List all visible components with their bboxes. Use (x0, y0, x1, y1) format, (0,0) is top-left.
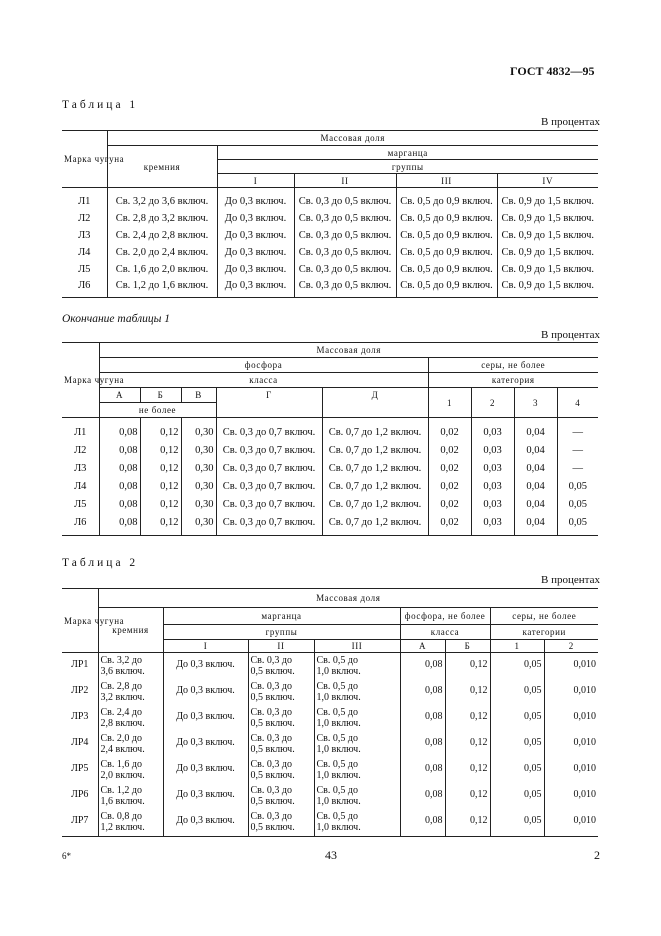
cell: Св. 0,9 до 1,5 включ. (497, 261, 598, 278)
cell: 0,12 (140, 496, 181, 514)
cell-line: 0,5 включ. (250, 717, 295, 729)
grade-cell: Л2 (62, 210, 107, 227)
group-header: III (396, 174, 497, 188)
class-header: А (99, 388, 140, 403)
table-row (62, 227, 598, 244)
cell: 0,30 (181, 478, 216, 496)
table-row (62, 478, 598, 496)
cell: До 0,3 включ. (163, 705, 248, 731)
cell (98, 679, 163, 705)
group-header: IV (497, 174, 598, 188)
cell-line: Св. 0,5 до (316, 732, 358, 744)
cell-line: 1,0 включ. (316, 743, 361, 755)
table-1-end (62, 342, 598, 536)
not-more-header: не более (99, 403, 216, 418)
cell-line: Св. 0,3 до (250, 680, 292, 692)
cell-line: 1,0 включ. (316, 691, 361, 703)
cell: 0,08 (99, 496, 140, 514)
cell: 0,04 (514, 496, 557, 514)
table-row (62, 418, 598, 442)
table-row (62, 188, 598, 210)
cell (98, 783, 163, 809)
col-class-header: класса (400, 625, 490, 640)
col-category-header: категории (490, 625, 598, 640)
class-header: Г (216, 388, 322, 418)
cell: 0,08 (400, 757, 445, 783)
cell (314, 783, 400, 809)
cell: 0,08 (400, 653, 445, 679)
cell: 0,30 (181, 514, 216, 536)
cell: 0,02 (428, 478, 471, 496)
cell-line: Св. 2,4 до (100, 706, 142, 718)
cell (248, 809, 314, 837)
cell: 0,05 (490, 705, 544, 731)
cell (248, 679, 314, 705)
cell: 0,08 (99, 418, 140, 442)
cell: Св. 0,3 до 0,7 включ. (216, 418, 322, 442)
col-phosphorus-header: фосфора, не более (400, 608, 490, 625)
cell (248, 783, 314, 809)
class-header: Д (322, 388, 428, 418)
cell-line: Св. 0,5 до (316, 706, 358, 718)
cell: 0,12 (140, 460, 181, 478)
cell-line: 1,2 включ. (100, 821, 145, 833)
cell-line: Св. 1,2 до (100, 784, 142, 796)
cell-line: 1,0 включ. (316, 666, 361, 677)
grade-cell: Л3 (62, 460, 99, 478)
table-row (62, 278, 598, 298)
col-mass-header: Массовая доля (98, 589, 598, 608)
cell: Св. 0,3 до 0,5 включ. (294, 244, 396, 261)
cell-line: Св. 3,2 до (100, 655, 142, 666)
cell: Св. 2,4 до 2,8 включ. (107, 227, 217, 244)
grade-cell: Л2 (62, 442, 99, 460)
table-1 (62, 130, 598, 298)
cell: Св. 0,9 до 1,5 включ. (497, 210, 598, 227)
cell-line: Св. 0,5 до (316, 655, 358, 666)
grade-cell: Л4 (62, 478, 99, 496)
cell-line: 3,2 включ. (100, 691, 145, 703)
cell-line: 1,0 включ. (316, 821, 361, 833)
cell: 0,05 (490, 653, 544, 679)
cell: 0,05 (490, 757, 544, 783)
cell (98, 731, 163, 757)
cell: Св. 0,3 до 0,7 включ. (216, 460, 322, 478)
cell (314, 705, 400, 731)
cell-line: 3,6 включ. (100, 666, 145, 677)
table-1-caption: Таблица 1 (62, 99, 139, 111)
cell (314, 731, 400, 757)
cell: Св. 0,3 до 0,5 включ. (294, 188, 396, 210)
cell: Св. 0,9 до 1,5 включ. (497, 244, 598, 261)
cell: 0,12 (445, 679, 490, 705)
cell: Св. 0,5 до 0,9 включ. (396, 227, 497, 244)
cell-line: Св. 0,8 до (100, 810, 142, 822)
table-2 (62, 588, 598, 837)
col-silicon-header: кремния (98, 608, 163, 653)
cell: 0,30 (181, 496, 216, 514)
cell: 0,010 (544, 705, 598, 731)
cell: 0,08 (99, 478, 140, 496)
page-number: 43 (325, 848, 337, 862)
cell: Св. 0,9 до 1,5 включ. (497, 278, 598, 298)
cell: Св. 0,5 до 0,9 включ. (396, 188, 497, 210)
cell (314, 679, 400, 705)
cell: До 0,3 включ. (217, 244, 294, 261)
cell: 0,12 (445, 783, 490, 809)
table-row (62, 244, 598, 261)
group-header: I (163, 640, 248, 653)
cell (98, 653, 163, 679)
cell: 0,02 (428, 418, 471, 442)
cell-line: Св. 0,5 до (316, 810, 358, 822)
cell-line: Св. 0,3 до (250, 655, 292, 666)
cell-line: Св. 0,3 до (250, 706, 292, 718)
cell: Св. 0,7 до 1,2 включ. (322, 460, 428, 478)
cell: 0,08 (99, 460, 140, 478)
category-header: 1 (490, 640, 544, 653)
col-manganese-header: марганца (217, 146, 598, 160)
cell: Св. 0,9 до 1,5 включ. (497, 188, 598, 210)
cell: 0,08 (400, 783, 445, 809)
cell: Св. 0,5 до 0,9 включ. (396, 278, 497, 298)
grade-cell: ЛР3 (62, 705, 98, 731)
cell-line: 2,0 включ. (100, 769, 145, 781)
cell-line: Св. 2,8 до (100, 680, 142, 692)
cell: До 0,3 включ. (217, 210, 294, 227)
cell: 0,30 (181, 418, 216, 442)
col-groups-header: группы (163, 625, 400, 640)
cell: 0,02 (428, 442, 471, 460)
cell: 0,05 (490, 679, 544, 705)
col-phosphorus-header: фосфора (99, 358, 428, 373)
cell-line: Св. 0,3 до (250, 784, 292, 796)
cell: Св. 0,7 до 1,2 включ. (322, 442, 428, 460)
col-grade-header: Марка чугуна (62, 589, 98, 653)
col-category-header: категория (428, 373, 598, 388)
cell: Св. 0,3 до 0,7 включ. (216, 496, 322, 514)
class-header: Б (445, 640, 490, 653)
cell: До 0,3 включ. (163, 653, 248, 679)
cell (98, 809, 163, 837)
cell: 0,12 (445, 731, 490, 757)
grade-cell: Л6 (62, 278, 107, 298)
cell (248, 731, 314, 757)
cell: Св. 1,2 до 1,6 включ. (107, 278, 217, 298)
cell (248, 757, 314, 783)
cell: 0,05 (557, 514, 598, 536)
cell: 0,12 (445, 653, 490, 679)
cell: 0,12 (445, 705, 490, 731)
cell: 0,03 (471, 478, 514, 496)
gost-number: ГОСТ 4832—95 (510, 64, 595, 78)
col-class-header: класса (99, 373, 428, 388)
cell-line: 1,0 включ. (316, 795, 361, 807)
cell: Св. 0,5 до 0,9 включ. (396, 244, 497, 261)
cell: 0,30 (181, 460, 216, 478)
cell: Св. 0,7 до 1,2 включ. (322, 418, 428, 442)
cell-line: 0,5 включ. (250, 821, 295, 833)
cell: 0,30 (181, 442, 216, 460)
grade-cell: Л4 (62, 244, 107, 261)
cell: Св. 0,5 до 0,9 включ. (396, 210, 497, 227)
cell: До 0,3 включ. (163, 783, 248, 809)
cell-line: Св. 0,5 до (316, 784, 358, 796)
cell-line: 1,0 включ. (316, 769, 361, 781)
grade-cell: ЛР2 (62, 679, 98, 705)
cell-line: Св. 0,5 до (316, 758, 358, 770)
grade-cell: ЛР1 (62, 653, 98, 679)
table-2-unit: В процентах (541, 574, 600, 586)
grade-cell: ЛР6 (62, 783, 98, 809)
cell-line: Св. 0,3 до (250, 732, 292, 744)
table-row (62, 705, 598, 731)
cell: 0,04 (514, 442, 557, 460)
col-sulfur-header: серы, не более (490, 608, 598, 625)
table-row (62, 653, 598, 679)
col-groups-header: группы (217, 160, 598, 174)
cell: Св. 0,3 до 0,7 включ. (216, 442, 322, 460)
cell: 0,12 (445, 809, 490, 837)
cell-line: Св. 0,3 до (250, 810, 292, 822)
cell: 0,010 (544, 809, 598, 837)
cell: 0,12 (140, 478, 181, 496)
grade-cell: ЛР4 (62, 731, 98, 757)
col-manganese-header: марганца (163, 608, 400, 625)
cell: 0,08 (99, 514, 140, 536)
cell: 0,04 (514, 460, 557, 478)
cell (98, 757, 163, 783)
category-header: 1 (428, 388, 471, 418)
cell: 0,03 (471, 514, 514, 536)
cell: 0,04 (514, 478, 557, 496)
cell: 0,08 (99, 442, 140, 460)
cell: 0,03 (471, 418, 514, 442)
grade-cell: Л5 (62, 261, 107, 278)
cell-line: 1,0 включ. (316, 717, 361, 729)
cell: — (557, 418, 598, 442)
cell: Св. 0,7 до 1,2 включ. (322, 496, 428, 514)
table-row (62, 809, 598, 837)
cell-line: 1,6 включ. (100, 795, 145, 807)
cell: 0,05 (490, 731, 544, 757)
cell: 0,02 (428, 514, 471, 536)
col-grade-header: Марка чугуна (62, 131, 107, 188)
cell: 0,010 (544, 757, 598, 783)
cell-line: 2,8 включ. (100, 717, 145, 729)
table-row (62, 496, 598, 514)
group-header: III (314, 640, 400, 653)
table-row (62, 261, 598, 278)
category-header: 4 (557, 388, 598, 418)
cell: 0,05 (557, 478, 598, 496)
table-row (62, 442, 598, 460)
col-mass-header: Массовая доля (107, 131, 598, 146)
cell: Св. 2,0 до 2,4 включ. (107, 244, 217, 261)
cell: 0,12 (445, 757, 490, 783)
cell: До 0,3 включ. (217, 227, 294, 244)
footer-signature-mark: 6* (62, 851, 71, 861)
table-1-unit: В процентах (541, 116, 600, 128)
table-row (62, 783, 598, 809)
cell-line: 0,5 включ. (250, 691, 295, 703)
cell: До 0,3 включ. (163, 731, 248, 757)
group-header: II (294, 174, 396, 188)
group-header: I (217, 174, 294, 188)
cell: Св. 0,7 до 1,2 включ. (322, 514, 428, 536)
cell: 0,12 (140, 418, 181, 442)
cell: До 0,3 включ. (217, 188, 294, 210)
cell (314, 757, 400, 783)
grade-cell: Л6 (62, 514, 99, 536)
cell: — (557, 442, 598, 460)
cell-line: Св. 1,6 до (100, 758, 142, 770)
cell: Св. 3,2 до 3,6 включ. (107, 188, 217, 210)
cell: Св. 0,3 до 0,7 включ. (216, 514, 322, 536)
cell-line: Св. 0,5 до (316, 680, 358, 692)
grade-cell: Л3 (62, 227, 107, 244)
cell-line: 0,5 включ. (250, 795, 295, 807)
grade-cell: ЛР5 (62, 757, 98, 783)
cell (98, 705, 163, 731)
cell: 0,05 (557, 496, 598, 514)
category-header: 3 (514, 388, 557, 418)
cell: 0,03 (471, 496, 514, 514)
col-mass-header: Массовая доля (99, 343, 598, 358)
cell: 0,05 (490, 809, 544, 837)
cell: Св. 0,5 до 0,9 включ. (396, 261, 497, 278)
cell: 0,010 (544, 731, 598, 757)
cell (314, 653, 400, 679)
cell: Св. 0,3 до 0,5 включ. (294, 261, 396, 278)
grade-cell: Л5 (62, 496, 99, 514)
cell: 0,08 (400, 731, 445, 757)
cell: Св. 0,3 до 0,5 включ. (294, 278, 396, 298)
col-sulfur-header: серы, не более (428, 358, 598, 373)
table-row (62, 460, 598, 478)
category-header: 2 (544, 640, 598, 653)
table-row (62, 731, 598, 757)
table-row (62, 210, 598, 227)
cell: 0,03 (471, 442, 514, 460)
class-header: Б (140, 388, 181, 403)
cell: 0,010 (544, 679, 598, 705)
cell-line: 0,5 включ. (250, 769, 295, 781)
cell: 0,08 (400, 705, 445, 731)
col-grade-header: Марка чугуна (62, 343, 99, 418)
cell (314, 809, 400, 837)
cell: Св. 0,7 до 1,2 включ. (322, 478, 428, 496)
category-header: 2 (471, 388, 514, 418)
cell: 0,02 (428, 460, 471, 478)
table-row (62, 757, 598, 783)
table-row (62, 514, 598, 536)
grade-cell: Л1 (62, 188, 107, 210)
cell: Св. 0,3 до 0,5 включ. (294, 227, 396, 244)
cell: 0,05 (490, 783, 544, 809)
table-1-end-unit: В процентах (541, 329, 600, 341)
table-row (62, 679, 598, 705)
cell: 0,010 (544, 653, 598, 679)
sheet-number: 2 (594, 848, 600, 862)
cell (248, 653, 314, 679)
grade-cell: ЛР7 (62, 809, 98, 837)
class-header: А (400, 640, 445, 653)
cell: Св. 1,6 до 2,0 включ. (107, 261, 217, 278)
cell: До 0,3 включ. (163, 757, 248, 783)
cell: До 0,3 включ. (217, 278, 294, 298)
cell (248, 705, 314, 731)
cell: — (557, 460, 598, 478)
cell: 0,12 (140, 514, 181, 536)
cell: До 0,3 включ. (163, 809, 248, 837)
cell: 0,04 (514, 418, 557, 442)
cell-line: Св. 0,3 до (250, 758, 292, 770)
cell-line: 2,4 включ. (100, 743, 145, 755)
cell: Св. 2,8 до 3,2 включ. (107, 210, 217, 227)
cell: Св. 0,9 до 1,5 включ. (497, 227, 598, 244)
group-header: II (248, 640, 314, 653)
class-header: В (181, 388, 216, 403)
cell: До 0,3 включ. (217, 261, 294, 278)
col-silicon-header: кремния (107, 146, 217, 188)
cell: 0,03 (471, 460, 514, 478)
cell: Св. 0,3 до 0,7 включ. (216, 478, 322, 496)
table-2-caption: Таблица 2 (62, 557, 139, 569)
cell: До 0,3 включ. (163, 679, 248, 705)
cell-line: 0,5 включ. (250, 743, 295, 755)
cell-line: Св. 2,0 до (100, 732, 142, 744)
cell: 0,010 (544, 783, 598, 809)
cell: 0,02 (428, 496, 471, 514)
grade-cell: Л1 (62, 418, 99, 442)
cell-line: 0,5 включ. (250, 666, 295, 677)
cell: 0,12 (140, 442, 181, 460)
cell: Св. 0,3 до 0,5 включ. (294, 210, 396, 227)
cell: 0,08 (400, 679, 445, 705)
table-1-end-caption: Окончание таблицы 1 (62, 313, 170, 325)
cell: 0,08 (400, 809, 445, 837)
cell: 0,04 (514, 514, 557, 536)
